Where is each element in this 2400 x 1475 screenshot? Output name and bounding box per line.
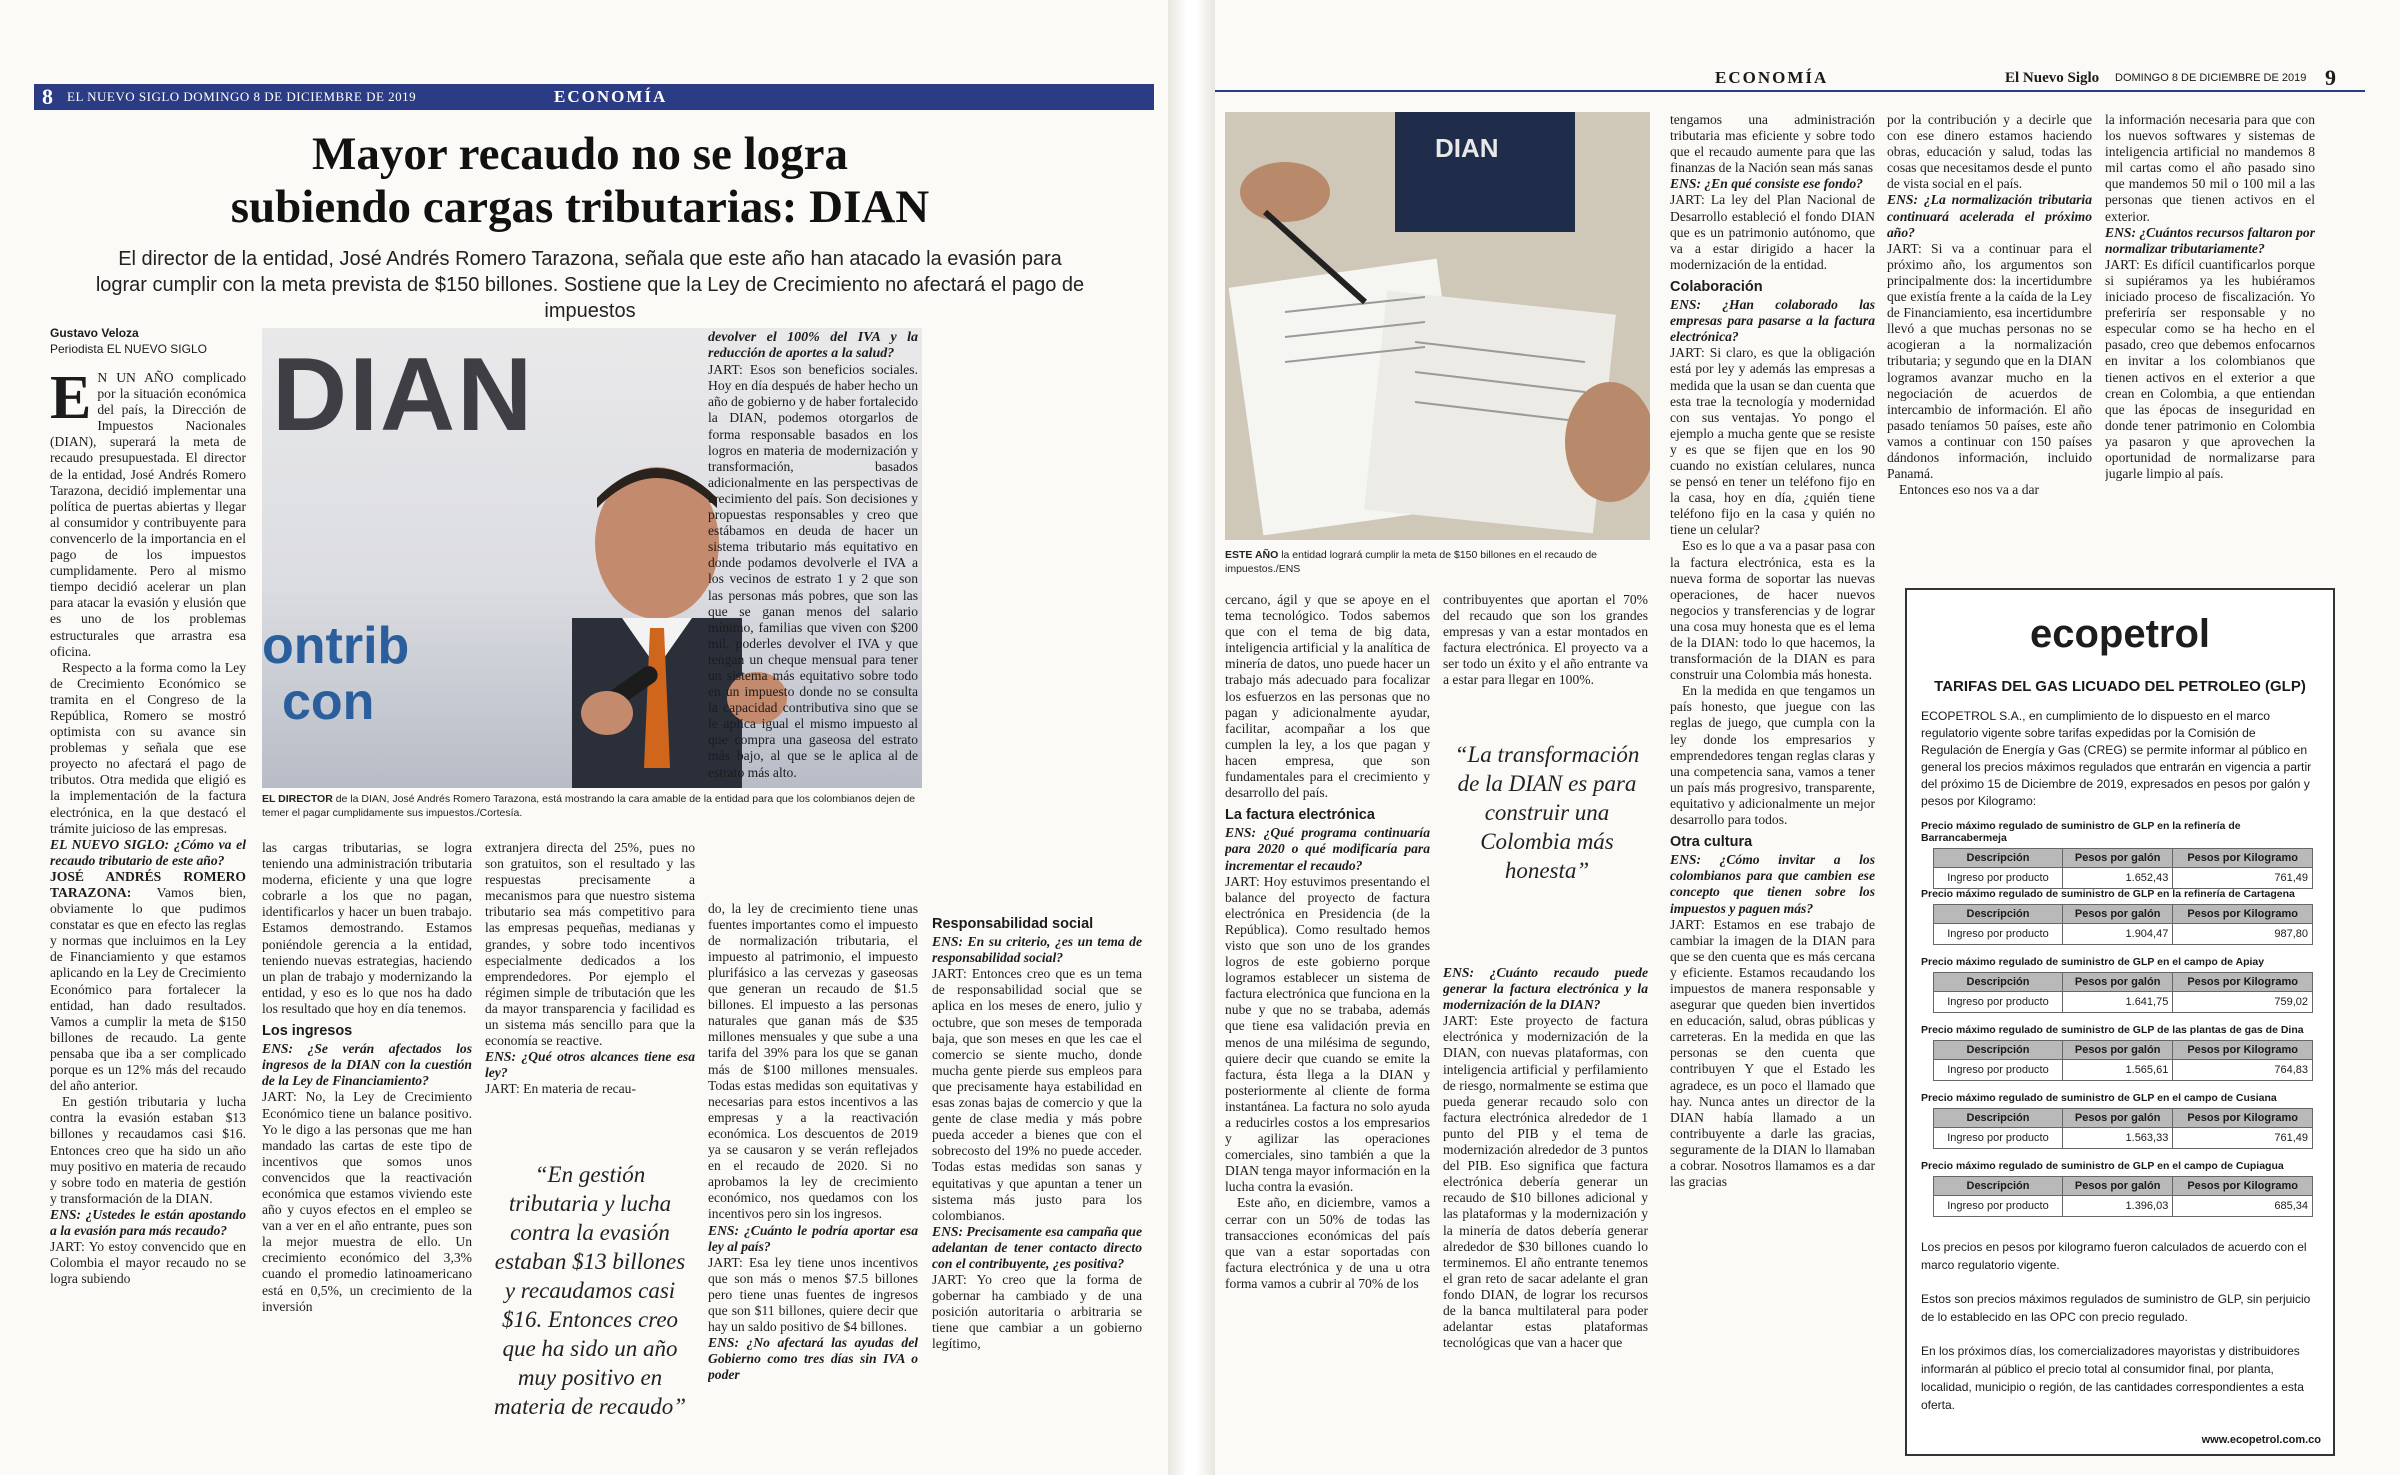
answer: JART: En materia de recau- xyxy=(485,1081,636,1097)
subheading: Otra cultura xyxy=(1670,834,1753,851)
answer: JART: Si va a continuar para el próximo año, los argumentos son principalmente dos: la incertidumbre que existía frente a la caída de la Ley de Financiamiento, esa incertidumbre llevó a que muchas personas no se acogieran a la normalización tributaria; y segundo que en la DIAN logramos avanzar mucho en la negociación de acuerdos de intercambio de información. El año pasado teníamos 50 países, este año vamos a continuar con 150 países dándonos información, incluido Panamá. xyxy=(1887,240,2092,482)
col-description: Descripción xyxy=(1934,1177,2063,1196)
page-gutter xyxy=(1168,0,1215,1475)
left-page-number: 8 xyxy=(42,84,53,109)
column-4 xyxy=(708,330,918,1465)
question: ENS: ¿Ustedes le están apostando a la evasión para más recaudo? xyxy=(50,1206,246,1238)
column-1 xyxy=(50,370,246,1465)
paragraph: la información necesaria para que con los nuevos softwares y sistemas de inteligencia artificial no mandemos 8 mil cartas como el año pasado sino que mandemos 50 mil o 100 mil a las personas que tienen activos en el exterior. xyxy=(2105,112,2315,224)
question: ENS: ¿Cuántos recursos faltaron por normalizar tributariamente? xyxy=(2105,224,2315,256)
row-label: Ingreso por producto xyxy=(1934,1060,2063,1081)
paragraph: En gestión tributaria y lucha contra la evasión estaban $13 billones y recaudamos casi $16. Entonces creo que ha sido un año muy positivo en materia de recaudo y sobre todo en materia de gestión y transformación de la DIAN. xyxy=(50,1094,246,1206)
price-galon: 1.652,43 xyxy=(2062,868,2172,889)
answer: JART: Esa ley tiene unos incentivos que son más o menos $7.5 billones pero tiene unas fuentes de ingresos que son $11 billones, quiere decir que hay un saldo positivo de $4 billones. xyxy=(708,1254,918,1335)
subheading: La factura electrónica xyxy=(1225,807,1375,824)
price-kilo: 761,49 xyxy=(2173,868,2313,889)
photo-banner-text xyxy=(262,618,409,730)
answer-speaker: JOSÉ ANDRÉS ROMERO TARAZONA: xyxy=(50,868,246,900)
price-table-title: Precio máximo regulado de suministro de GLP en el campo de Apiay xyxy=(1921,956,2265,968)
price-galon: 1.396,03 xyxy=(2062,1196,2172,1217)
answer: JART: Hoy estuvimos presentando el balance del proyecto de factura electrónica en Presidencia (de la República). Como resultado hemos visto que son uno de los grandes logros de este gobierno porque logramos establecer un sistema de factura electrónica que funciona en la nube y que no se trababa, además que tiene esa validación previa en menos de una milésima de segundo, quiere decir que cuando se emite la factura, ésta llega a la DIAN y posteriormente al cliente de forma instantánea. La factura no solo ayuda a reducirles costos a los empresarios y agilizar las operaciones comerciales, sino también a que la DIAN tenga mayor información en la lucha contra la evasión. xyxy=(1225,873,1430,1195)
ad-note-3: En los próximos días, los comercializadores mayoristas y distribuidores informarán al público el precio total al consumidor final, por planta, localidad, municipio o región, de las cantidades correspondientes a esta oferta. xyxy=(1921,1344,2304,1412)
left-section-name: ECONOMÍA xyxy=(554,87,668,106)
price-table xyxy=(1933,904,2313,945)
deck: El director de la entidad, José Andrés Romero Tarazona, señala que este año han atacado la evasión para lograr cumplir con la meta prevista de $150 billones. Sostiene que la Ley de Crecimiento no afectará el pago de impuestos xyxy=(95,248,1085,322)
col-kilo: Pesos por Kilogramo xyxy=(2173,849,2313,868)
price-table-4 xyxy=(1921,1024,2321,1081)
col-galon: Pesos por galón xyxy=(2062,1177,2172,1196)
right-publication: El Nuevo Siglo xyxy=(2005,69,2100,86)
price-table xyxy=(1933,1108,2313,1149)
col-description: Descripción xyxy=(1934,849,2063,868)
photo-banner-line-2: con xyxy=(282,673,375,731)
right-section-name: ECONOMÍA xyxy=(1715,68,1829,87)
ad-note-2: Estos son precios máximos regulados de suministro de GLP, sin perjuicio de lo establecido en las OPC con precio regulado. xyxy=(1921,1292,2311,1324)
paragraph: do, la ley de crecimiento tiene unas fuentes importantes como el impuesto de normalización tributaria, el impuesto al patrimonio, el impuesto plurifásico a las cervezas y gaseosas que generan un recaudo de $1.5 billones. El impuesto a las personas naturales que ganan más de $35 millones mensuales y que sube a una tarifa del 39% para los que se ganan más de $100 millones mensuales. Todas estas medidas son equitativas y necesarias para estos incentivos a las empresas y a la reactivación económica. Los descuentos de 2019 ya se causaron y se verán reflejados en el recaudo de 2020. Si no aprobamos la ley de crecimiento económico, nos quedamos con los incentivos pero sin los ingresos. xyxy=(708,900,918,1222)
question: EL NUEVO SIGLO: ¿Cómo va el recaudo tributario de este año? xyxy=(50,836,246,868)
price-table-title: Precio máximo regulado de suministro de GLP en la refinería de Cartagena xyxy=(1921,888,2295,900)
byline xyxy=(50,325,207,357)
subheading: Responsabilidad social xyxy=(932,916,1094,932)
column-2 xyxy=(262,840,472,1465)
paragraph: En la medida en que tengamos un país honesto, que juegue con las reglas de juego, que cumpla con la ley donde los empresarios y emprendedores tengan reglas claras y una competencia sana, vamos a tener un país más progresivo, transparente, equitativo y adicionalmente un mejor desarrollo para todos. xyxy=(1670,683,1875,828)
caption-lead: ESTE AÑO xyxy=(1225,549,1279,561)
col-description: Descripción xyxy=(1934,973,2063,992)
paragraph: extranjera directa del 25%, pues no son gratuitos, son el resultado y las respuestas precisamente a mecanismos para que nuestro sistema tributario sea más competitivo para las empresas pequeñas, medianas y grandes, y sobre todo incentivos especialmente dedicados a los emprendedores. Por ejemplo el régimen simple de tributación que les da mayor transparencia y facilidad es un sistema más sencillo para que la economía se reactive. xyxy=(485,840,695,1049)
col-kilo: Pesos por Kilogramo xyxy=(2173,1177,2313,1196)
subheading: Colaboración xyxy=(1670,278,1763,295)
author-role: Periodista EL NUEVO SIGLO xyxy=(50,342,207,356)
right-column-1 xyxy=(1225,592,1430,1462)
right-date: DOMINGO 8 DE DICIEMBRE DE 2019 xyxy=(2115,72,2307,84)
table-row xyxy=(1934,1060,2313,1081)
price-kilo: 764,83 xyxy=(2173,1060,2313,1081)
row-label: Ingreso por producto xyxy=(1934,868,2063,889)
price-galon: 1.565,61 xyxy=(2062,1060,2172,1081)
price-kilo: 759,02 xyxy=(2173,992,2313,1013)
paragraph: Entonces eso nos va a dar xyxy=(1899,482,2040,498)
paragraph: contribuyentes que aportan el 70% del recaudo que son los grandes empresas y van a estar montados en factura electrónica. El proyecto va a ser todo un éxito y el año entrante va a estar para llegar en 100%. xyxy=(1443,592,1648,688)
question: ENS: ¿No afectará las ayudas del Gobierno como tres días sin IVA o poder xyxy=(708,1335,918,1383)
left-publication-date: EL NUEVO SIGLO DOMINGO 8 DE DICIEMBRE DE 2019 xyxy=(67,89,417,104)
question: ENS: ¿Qué otros alcances tiene esa ley? xyxy=(485,1049,695,1081)
table-row xyxy=(1934,924,2313,945)
price-table-title: Precio máximo regulado de suministro de GLP en el campo de Cupiagua xyxy=(1921,1160,2284,1172)
right-column-5 xyxy=(2105,112,2315,577)
price-table-title: Precio máximo regulado de suministro de GLP en el campo de Cusiana xyxy=(1921,1092,2277,1104)
row-label: Ingreso por producto xyxy=(1934,1196,2063,1217)
subheading: Los ingresos xyxy=(262,1023,353,1040)
col-galon: Pesos por galón xyxy=(2062,1109,2172,1128)
question: ENS: ¿Se verán afectados los ingresos de la DIAN con la cuestión de la Ley de Financiamiento? xyxy=(262,1041,472,1089)
right-column-3 xyxy=(1670,112,1875,1464)
answer: JART: Yo estoy convencido que en Colombia el mayor recaudo no se logra subiendo xyxy=(50,1239,246,1287)
column-5 xyxy=(932,330,1142,1465)
price-table-title: Precio máximo regulado de suministro de GLP de las plantas de gas de Dina xyxy=(1921,1024,2304,1036)
right-column-2 xyxy=(1443,592,1648,702)
question: ENS: ¿La normalización tributaria continuará acelerada el próximo año? xyxy=(1887,192,2092,240)
answer: JART: Es difícil cuantificarlos porque si supiéramos ya les hubiéramos iniciado proceso de fiscalización. Yo preferiría ser responsable y no especular como se ha hecho en el pasado, creo que debemos enfocarnos en invitar a los colombianos que tienen activos en el exterior a que crean en Colombia, a que entiendan que las épocas de inseguridad en donde tener patrimonio en Colombia ya pasaron y que aprovechen la oportunidad de normalizarse para jugarle limpio al país. xyxy=(2105,256,2315,482)
answer: JART: Entonces creo que es un tema de responsabilidad social que se aplica en los meses de enero, julio y octubre, que son meses de temporada baja, que son meses en que les cae el comercio se siente mucho, donde mucha gente pierde sus empleos para que precisamente haya estabilidad en esas zonas bajas de comercio y que la gente de clase media y más pobre pueda acceder a bienes que con el sobrecosto del 19% no puede acceder. Todas estas medidas son sanas y equitativas y que apuntan a tener un sistema más justo para los colombianos. xyxy=(932,966,1142,1223)
col-description: Descripción xyxy=(1934,1041,2063,1060)
photo-right-logo: DIAN xyxy=(1435,133,1499,163)
ad-note-1: Los precios en pesos por kilogramo fueron calculados de acuerdo con el marco regulatorio vigente. xyxy=(1921,1240,2307,1272)
ad-intro: ECOPETROL S.A., en cumplimiento de lo dispuesto en el marco regulatorio vigente sobre tarifas expedidas por la Comisión de Regulación de Energía y Gas (CREG) se permite informar al público en general los precios máximos regulados que entrarán en vigencia a partir del próximo 15 de Diciembre de 2019, expresados en pesos por galón y pesos por Kilogramo: xyxy=(1921,709,2312,808)
question: ENS: En su criterio, ¿es un tema de responsabilidad social? xyxy=(932,934,1142,966)
price-table xyxy=(1933,972,2313,1013)
right-column-4 xyxy=(1887,112,2092,572)
question: ENS: Precisamente esa campaña que adelantan de tener contacto directo con el contribuyente, ¿es positiva? xyxy=(932,1223,1142,1271)
answer: JART: Estamos en ese trabajo de cambiar la imagen de la DIAN para que se den cuenta que es más cercana y eficiente. Estamos recaudando los impuestos de manera responsable y asegurar que queden bien invertidos en educación, salud, obras públicas y carreteras. En la medida en que las personas se den cuenta que contribuyen Y que el Estado les agradece, es un poco el llamado que hay. Nunca antes un director de la DIAN había llamado a un contribuyente a darle las gracias, seguramente de la DIAN lo llamaban a cobrar. Nosotros llamamos es a dar las gracias xyxy=(1670,916,1875,1190)
photo-dian-logo: DIAN xyxy=(272,337,535,453)
col-galon: Pesos por galón xyxy=(2062,905,2172,924)
price-kilo: 685,34 xyxy=(2173,1196,2313,1217)
caption-text: la entidad logrará cumplir la meta de $150 billones en el recaudo de impuestos./ENS xyxy=(1225,549,1598,575)
price-galon: 1.641,75 xyxy=(2062,992,2172,1013)
author-name: Gustavo Veloza xyxy=(50,326,139,340)
documents-illustration xyxy=(1225,112,1650,540)
paragraph: Este año, en diciembre, vamos a cerrar con un 50% de todas las transacciones económicas del país que van a estar soportadas con factura electrónica y de una u otra forma vamos a cubrir al 70% de los xyxy=(1225,1195,1430,1291)
price-kilo: 761,49 xyxy=(2173,1128,2313,1149)
answer: JART: Yo creo que la forma de gobernar ha cambiado y de una posición autoritaria o arbitraria se tiene que cambiar a un gobierno legítimo, xyxy=(932,1272,1142,1352)
price-table-3 xyxy=(1921,956,2321,1013)
col-galon: Pesos por galón xyxy=(2062,849,2172,868)
page-left xyxy=(0,0,1168,1475)
row-label: Ingreso por producto xyxy=(1934,1128,2063,1149)
price-table-5 xyxy=(1921,1092,2321,1149)
table-row xyxy=(1934,868,2313,889)
row-label: Ingreso por producto xyxy=(1934,992,2063,1013)
column-3 xyxy=(485,840,695,1140)
col-kilo: Pesos por Kilogramo xyxy=(2173,905,2313,924)
paragraph: las cargas tributarias, se logra teniendo una administración tributaria moderna, eficiente y una que logre cobrarle a los que no pagan, identificarlos y hacer un buen trabajo. Estamos demostrando. Estamos poniéndole gerencia a la entidad, teniendo nuevas estrategias, haciendo un plan de trabajo y modernizando la entidad, y eso es lo que nos ha dado los resultado que hoy en día tenemos. xyxy=(262,840,472,1016)
question: ENS: ¿En qué consiste ese fondo? xyxy=(1670,176,1863,192)
row-label: Ingreso por producto xyxy=(1934,924,2063,945)
answer: JART: La ley del Plan Nacional de Desarrollo estableció el fondo DIAN que es un patrimonio autónomo, que va a estar dirigido a hacer la modernización de la entidad. xyxy=(1670,192,1875,272)
pull-quote-1: “En gestión tributaria y lucha contra la evasión estaban $13 billones y recaudamos casi $16. Entonces creo que ha sido un año muy positivo en materia de recaudo” xyxy=(493,1162,687,1419)
ecopetrol-ad xyxy=(1905,588,2335,1456)
paragraph: N UN AÑO complicado por la situación económica del país, la Dirección de Impuestos Nacionales (DIAN), superará la meta de recaudo presupuestada. El director de la entidad, José Andrés Romero Tarazona, decidió implementar una política de puertas abiertas y llegar al consumidor y contribuyente para convencerlo de la importancia en el pago de los impuestos cumplidamente. Pero al mismo tiempo decidió acelerar un plan para atacar la evasión y elusión que es uno de los problemas estructurales que arrastra esa oficina. xyxy=(50,370,246,659)
right-page-number: 9 xyxy=(2325,65,2336,90)
price-table-6 xyxy=(1921,1160,2321,1217)
right-photo xyxy=(1225,112,1650,540)
headline xyxy=(80,128,1080,234)
page-right xyxy=(1215,0,2400,1475)
price-table xyxy=(1933,1040,2313,1081)
photo-banner-line-1: ontrib xyxy=(262,617,410,675)
price-table xyxy=(1933,848,2313,889)
price-table-title: Precio máximo regulado de suministro de GLP en la refinería de Barrancabermeja xyxy=(1921,820,2241,844)
ad-title: TARIFAS DEL GAS LICUADO DEL PETROLEO (GLP) xyxy=(1934,678,2306,695)
question: ENS: ¿Cuánto recaudo puede generar la factura electrónica y la modernización de la DIAN? xyxy=(1443,965,1648,1013)
price-galon: 1.563,33 xyxy=(2062,1128,2172,1149)
col-galon: Pesos por galón xyxy=(2062,1041,2172,1060)
right-column-2b xyxy=(1443,965,1648,1465)
caption-text: de la DIAN, José Andrés Romero Tarazona, está mostrando la cara amable de la entidad para que los colombianos dejen de temer el pagar cumplidamente sus impuestos./Cortesía. xyxy=(262,793,916,819)
price-kilo: 987,80 xyxy=(2173,924,2313,945)
right-photo-caption xyxy=(1225,548,1645,576)
price-table-2 xyxy=(1921,888,2321,945)
price-table-1 xyxy=(1921,820,2321,889)
right-page-header xyxy=(1215,66,2365,92)
paragraph: Respecto a la forma como la Ley de Crecimiento Económico se tramita en el Congreso de la República, Romero se mostró optimista con su avance sin problemas y señala que ese proyecto no afectará el pago de tributos. Otra medida que eligió es la implementación de la factura electrónica, en la que destacó el trámite juicioso de las empresas. xyxy=(50,659,246,836)
col-description: Descripción xyxy=(1934,1109,2063,1128)
price-table xyxy=(1933,1176,2313,1217)
paragraph: Eso es lo que a va a pasar pasa con la factura electrónica, esta es la nueva forma de soportar las nuevas operaciones, de hacer nuevos negocios y transferencias y de lograr una cosa muy honesta que es el lema de la DIAN: todo lo que hacemos, la transformación de la DIAN es para construir una Colombia más honesta. xyxy=(1670,538,1875,683)
ecopetrol-logo: ecopetrol xyxy=(2029,612,2211,656)
paragraph: tengamos una administración tributaria mas eficiente y sobre todo que el recaudo aumente para que las finanzas de la Nación sean más sanas xyxy=(1670,112,1875,176)
question: ENS: ¿Han colaborado las empresas para pasarse a la factura electrónica? xyxy=(1670,297,1875,345)
table-row xyxy=(1934,992,2313,1013)
answer: JART: No, la Ley de Crecimiento Económico tiene un balance positivo. Yo le digo a las personas que me han mandado las cartas de este tipo de incentivos que somos unos convencidos que la reactivación económica que estamos viviendo este año y cuyos efectos en el empleo se van a ver en el año entrante, pues son la mejor muestra de ello. Un crecimiento económico del 3,3% cuando el promedio latinoamericano está en 0,5%, un crecimiento de la inversión xyxy=(262,1089,472,1314)
dropcap: E xyxy=(50,370,92,432)
paragraph: cercano, ágil y que se apoye en el tema tecnológico. Todos sabemos que con el tema de big data, inteligencia artificial y la analítica de minería de datos, uno puede hacer un trabajo más adecuado para focalizar los esfuerzos en las personas que no pagan y adicionalmente ayudar, facilitar, acompañar a los que cumplen la ley, a los que pagan y hacen empresa, que son fundamentales para el crecimiento y desarrollo del país. xyxy=(1225,592,1430,801)
question: ENS: ¿Cómo invitar a los colombianos para que cambien ese concepto que tienen sobre los impuestos y paguen más? xyxy=(1670,852,1875,916)
headline-line-1: Mayor recaudo no se logra xyxy=(311,128,849,180)
col-description: Descripción xyxy=(1934,905,2063,924)
answer: JART: Este proyecto de factura electrónica y modernización de la DIAN, con nuevas plataformas, con inteligencia artificial y perfilamiento de riesgo, normalmente se estima que pueda generar recaudo solo con factura electrónica alrededor de 1 punto del PIB y el tema de modernización alrededor de 3 puntos del PIB. Eso significa que factura electrónica debería generar un recaudo de $10 billones adicional y las plataformas y la modernización y la minería de datos debería generar alrededor de $30 billones cuando lo terminemos. El año entrante tenemos el gran reto de sacar adelante el gran fondo DIAN, de lograr los recursos de la banca multilateral para poder adelantar estas plataformas tecnológicas que van a hacer que xyxy=(1443,1013,1648,1351)
pull-quote-2: “La transformación de la DIAN es para construir una Colombia más honesta” xyxy=(1454,742,1640,883)
col-kilo: Pesos por Kilogramo xyxy=(2173,1109,2313,1128)
answer: JART: Esos son beneficios sociales. Hoy en día después de haber hecho un año de gobierno y de haber fortalecido la DIAN, podemos otorgarlos de forma responsable basados en los logros en materia de modernización y transformación, basados adicionalmente en las perspectivas de crecimiento del país. Son decisiones y propuestas responsables y creo que estábamos en deuda de hacer un sistema tributario más equitativo en donde podamos devolverle el IVA a los vecinos de estrato 1 y 2 que son las personas más pobres, que son las que se ganan menos del salario mínimo, familias que viven con $200 mil, poderles devolver el IVA y que tengan un cheque mensual para tener un sistema más equitativo sobre todo en un impuesto donde no se consulta la capacidad contributiva sino que se le aplica igual el mismo impuesto al que compra una gaseosa del estrato más bajo, al que se le aplica al de estrato más alto. xyxy=(708,362,918,780)
answer: JART: Si claro, es que la obligación está por ley y además las empresas a medida que la usan se dan cuenta que esta trae la tecnología y modernidad con sus ventajas. Yo pongo el ejemplo a mucha gente que se resiste y es que se fijen que en los 90 cuando no existían celulares, nunca se pensó en tener un teléfono fijo en la casa, hoy en día, ¿quién tiene teléfono fijo en la casa y quién no tiene un celular? xyxy=(1670,345,1875,538)
question: ENS: ¿Qué programa continuaría para 2020 o qué modificaría para incrementar el recaudo? xyxy=(1225,825,1430,873)
col-kilo: Pesos por Kilogramo xyxy=(2173,1041,2313,1060)
ad-url-link[interactable]: www.ecopetrol.com.co xyxy=(2201,1434,2321,1446)
caption-lead: EL DIRECTOR xyxy=(262,793,333,805)
question: devolver el 100% del IVA y la reducción de aportes a la salud? xyxy=(708,330,918,362)
headline-line-2: subiendo cargas tributarias: DIAN xyxy=(230,181,930,233)
answer: Vamos bien, obviamente lo que pudimos constatar es que en efecto las reglas y normas que incluimos en la Ley de Financiamiento y que estamos aplicando en la Ley de Crecimiento Económico para fortalecer la entidad, han dado resultados. Vamos a cumplir la meta de $150 billones de recaudo. La gente pensaba que iba a ser complicado porque es un 12% más del recaudo del año anterior. xyxy=(50,885,246,1094)
table-row xyxy=(1934,1128,2313,1149)
table-row xyxy=(1934,1196,2313,1217)
col-galon: Pesos por galón xyxy=(2062,973,2172,992)
col-kilo: Pesos por Kilogramo xyxy=(2173,973,2313,992)
paragraph: por la contribución y a decirle que con ese dinero estamos haciendo obras, educación y salud, todas las cosas que necesitamos desde el punto de vista social en el país. xyxy=(1887,112,2092,192)
question: ENS: ¿Cuánto le podría aportar esa ley al país? xyxy=(708,1222,918,1254)
left-page-header xyxy=(34,84,1154,110)
price-galon: 1.904,47 xyxy=(2062,924,2172,945)
